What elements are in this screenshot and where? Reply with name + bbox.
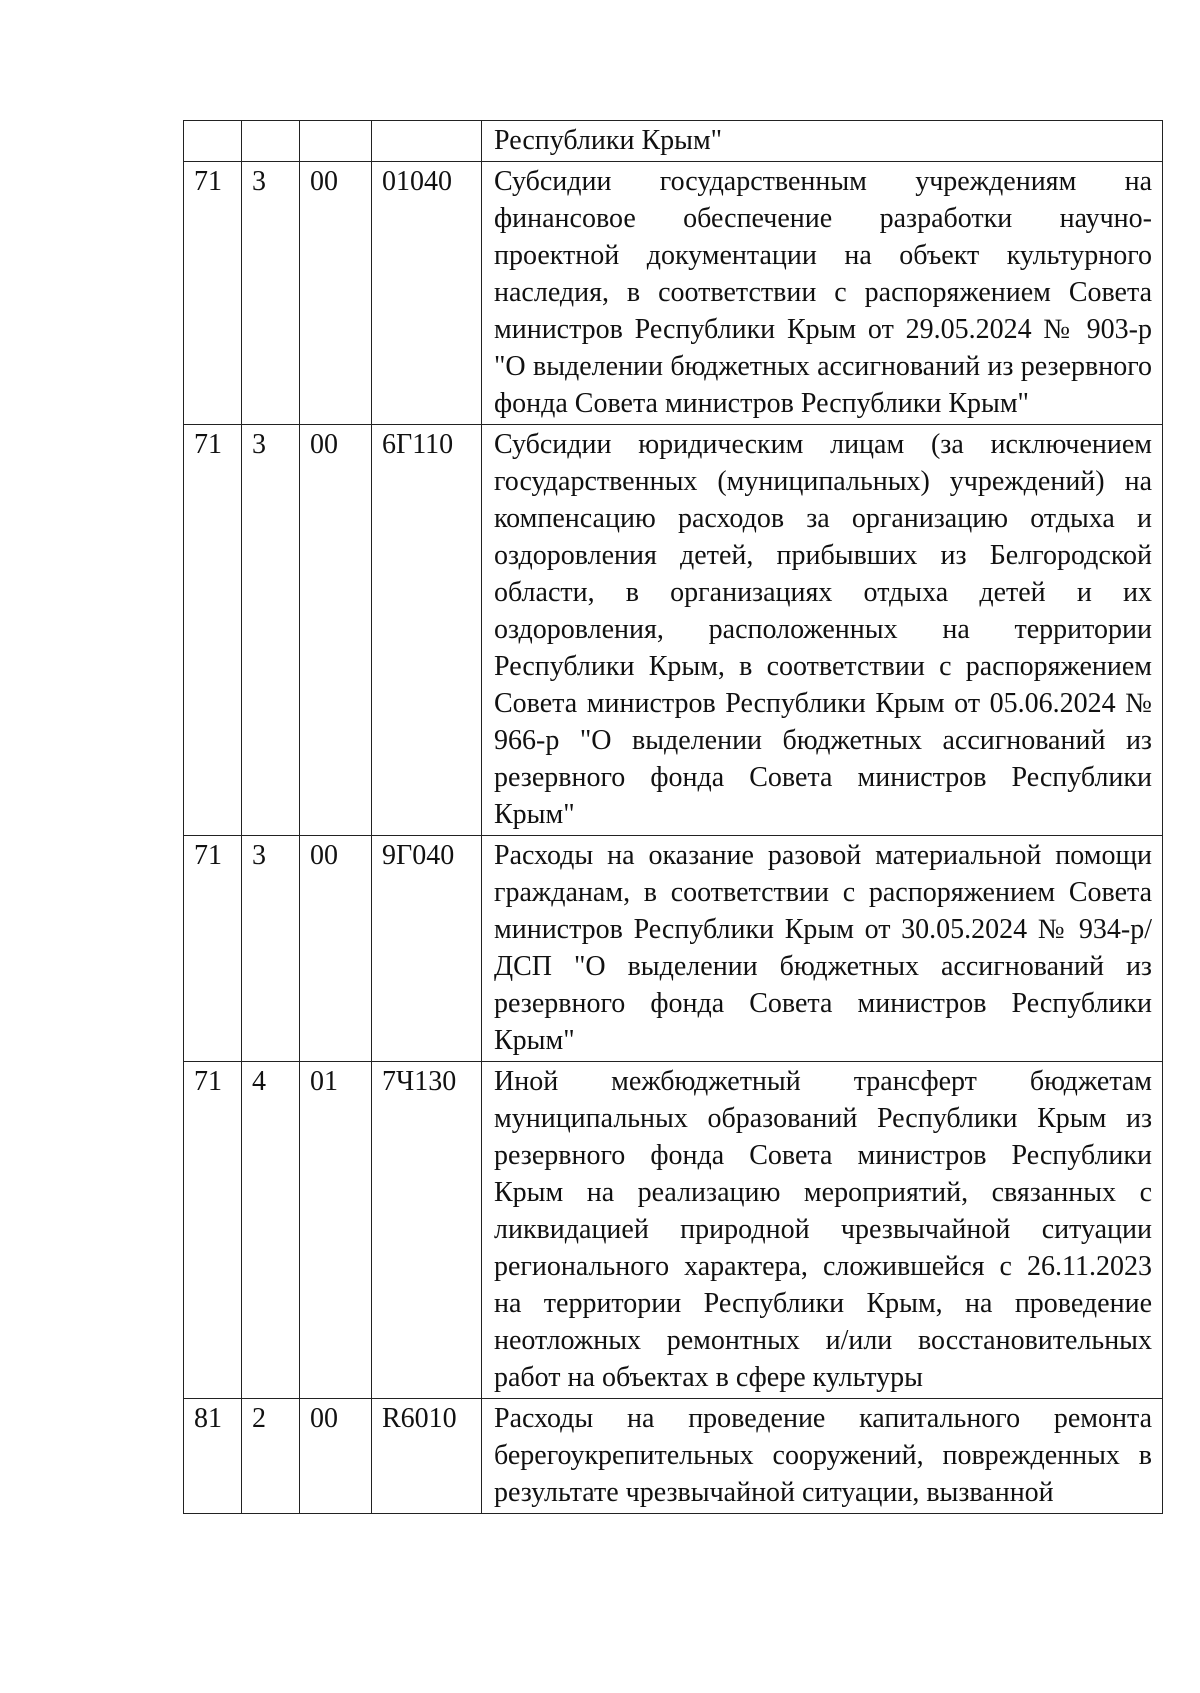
code-cell-1 [184, 121, 242, 162]
description-cell: Иной межбюджетный трансферт бюджетам муниципальных образований Республики Крым из резервного фонда Совета министров Республики Крым на реализацию мероприятий, связанных с ликвидацией природной чрезвычайной ситуации регионального характера, сложившейся с 26.11.2023 на территории Республики Крым, на проведение неотложных ремонтных и/или восстановительных работ на объектах в сфере культуры [482, 1062, 1163, 1399]
table-row [184, 836, 1163, 1062]
table-row [184, 162, 1163, 425]
description-cell: Расходы на проведение капитального ремонта берегоукрепительных сооружений, поврежденных в результате чрезвычайной ситуации, вызванной [482, 1399, 1163, 1514]
budget-table [183, 120, 1163, 1514]
table-row [184, 425, 1163, 836]
code-cell-2: 4 [242, 1062, 300, 1399]
code-cell-1: 71 [184, 1062, 242, 1399]
code-cell-3: 00 [300, 162, 372, 425]
table-row [184, 121, 1163, 162]
code-cell-2: 3 [242, 162, 300, 425]
code-cell-3: 00 [300, 836, 372, 1062]
code-cell-4: 6Г110 [372, 425, 482, 836]
code-cell-3: 00 [300, 1399, 372, 1514]
description-cell: Субсидии государственным учреждениям на финансовое обеспечение разработки научно-проектной документации на объект культурного наследия, в соответствии с распоряжением Совета министров Республики Крым от 29.05.2024 № 903-р "О выделении бюджетных ассигнований из резервного фонда Совета министров Республики Крым" [482, 162, 1163, 425]
description-cell: Субсидии юридическим лицам (за исключением государственных (муниципальных) учреждений) на компенсацию расходов за организацию отдыха и оздоровления детей, прибывших из Белгородской области, в организациях отдыха детей и их оздоровления, расположенных на территории Республики Крым, в соответствии с распоряжением Совета министров Республики Крым от 05.06.2024 № 966-р "О выделении бюджетных ассигнований из резервного фонда Совета министров Республики Крым" [482, 425, 1163, 836]
description-cell: Расходы на оказание разовой материальной помощи гражданам, в соответствии с распоряжением Совета министров Республики Крым от 30.05.2024 № 934-р/ДСП "О выделении бюджетных ассигнований из резервного фонда Совета министров Республики Крым" [482, 836, 1163, 1062]
code-cell-3: 01 [300, 1062, 372, 1399]
code-cell-2 [242, 121, 300, 162]
code-cell-2: 2 [242, 1399, 300, 1514]
code-cell-1: 71 [184, 162, 242, 425]
code-cell-4: R6010 [372, 1399, 482, 1514]
code-cell-4 [372, 121, 482, 162]
code-cell-4: 01040 [372, 162, 482, 425]
code-cell-3: 00 [300, 425, 372, 836]
code-cell-1: 71 [184, 425, 242, 836]
description-cell: Республики Крым" [482, 121, 1163, 162]
table-row [184, 1399, 1163, 1514]
code-cell-3 [300, 121, 372, 162]
code-cell-1: 81 [184, 1399, 242, 1514]
code-cell-1: 71 [184, 836, 242, 1062]
code-cell-4: 9Г040 [372, 836, 482, 1062]
code-cell-4: 7Ч130 [372, 1062, 482, 1399]
code-cell-2: 3 [242, 425, 300, 836]
code-cell-2: 3 [242, 836, 300, 1062]
table-row [184, 1062, 1163, 1399]
